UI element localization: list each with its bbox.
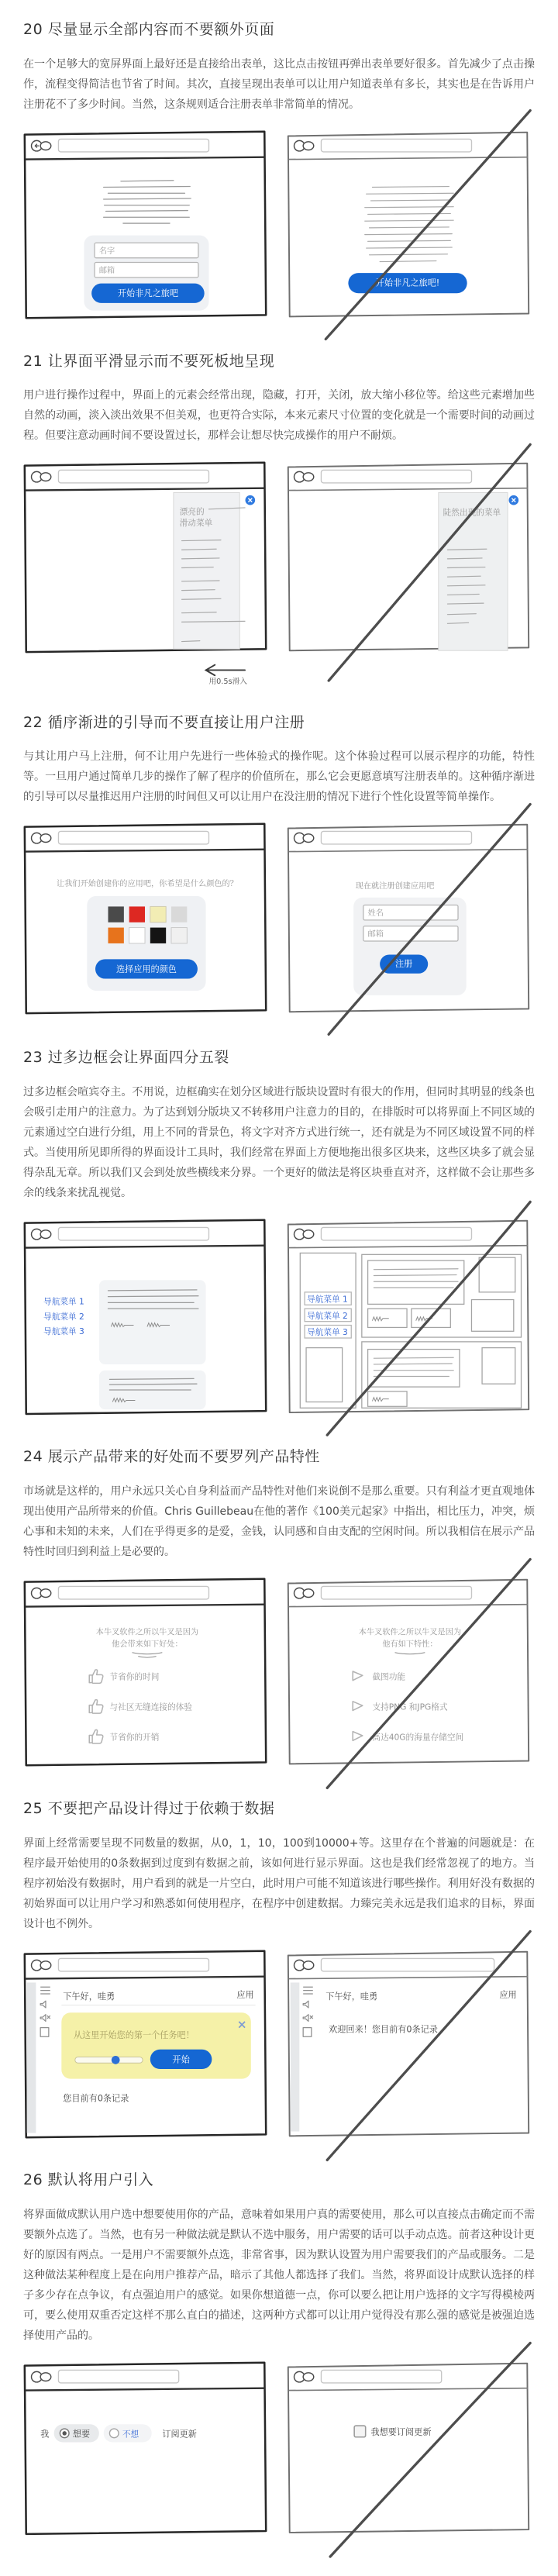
- nav-item: 导航菜单 3: [43, 1326, 84, 1336]
- address-bar: [58, 471, 208, 483]
- section-24-heading: 24 展示产品带来的好处而不要罗列产品特性: [23, 1448, 320, 1466]
- menu-title-line2: 滑动菜单: [179, 518, 213, 529]
- browser-back-icon: [294, 2371, 314, 2382]
- content-block-2: [99, 1371, 206, 1409]
- animation-note: 用0.5s滑入: [208, 678, 248, 687]
- browser-back-icon: [32, 1960, 51, 1971]
- section-24: [19, 1447, 539, 1776]
- feature-label: 支持PNG 和JPG格式: [372, 1702, 448, 1712]
- menu-title: 陡然出现的菜单: [443, 507, 501, 518]
- section-24-figure: [19, 1571, 539, 1776]
- section-24-paragraph: 市场就是这样的，用户永远只关心自身利益而产品特性对他们来说倒不是那么重要。只有利益才更直观地体现出使用产品所带来的价值。Chris Guillebeau在他的著作《100美元起家》中指出，相比压力，冲突，烦心事和未知的未来，人们在乎得更多的是爱，金钱，认同感和自由支配的空闲时间。所以我相信在展示产品特性时回归到利益上是必要的。: [23, 1485, 535, 1559]
- browser-back-icon: [32, 1229, 51, 1240]
- section-20-paragraph: 在一个足够大的宽屏界面上最好还是直接给出表单，这比点击按钮再弹出表单要好很多。首先减少了点击操作，流程变得简洁也节省了时间。其次，直接呈现出表单可以让用户知道表单有多长，其实也是在告诉用户注册花不了多少时间。当然，这条规则适合注册表单非常简单的情况。: [23, 57, 535, 111]
- arrow-left-icon: [206, 665, 245, 676]
- sketch-20-bad: [282, 124, 534, 329]
- sketch-22-bad: [282, 816, 534, 1025]
- color-picker-sketch: [87, 896, 205, 991]
- register-button-label: 注册: [395, 959, 413, 970]
- name-placeholder: 姓名: [367, 909, 384, 919]
- email-placeholder: 邮箱: [367, 930, 384, 940]
- scroll-strip: [291, 1982, 300, 2131]
- greeting: 下午好，哇勇: [326, 1991, 378, 2002]
- browser-back-icon: [32, 471, 51, 482]
- sketch-25-bad: [282, 1943, 534, 2148]
- sketch-23-bad: [282, 1212, 534, 1425]
- option-no-label: 不想: [122, 2429, 140, 2440]
- nav-item: 导航菜单 1: [43, 1296, 84, 1307]
- section-22-paragraph: 与其让用户马上注册，何不让用户先进行一些体验式的操作呢。这个体验过程可以展示程序的功能，特性等。一旦用户通过简单几步的操作了解了程序的价值所在，那么它会更愿意填写注册表单的。这种循序渐进的引导可以尽量推迟用户注册的时间但又可以让用户在没注册的情况下进行个性化设置等简单操作。: [23, 750, 535, 804]
- menu-title-line1: 漂亮的: [179, 506, 205, 517]
- sketch-23-good: [19, 1212, 271, 1425]
- benefits-title-line1: 本牛叉软件之所以牛叉是因为: [95, 1628, 199, 1637]
- section-20-figure: [19, 124, 539, 329]
- nav-item: 导航菜单 3: [307, 1326, 348, 1337]
- choice-suffix: 订阅更新: [162, 2429, 197, 2440]
- browser-back-icon: [294, 1960, 314, 1971]
- section-25: [19, 1799, 539, 2148]
- nav-menu: [43, 1296, 84, 1336]
- address-bar: [321, 1958, 494, 1971]
- tip-text: 从这里开始您的第一个任务吧！: [73, 2029, 195, 2040]
- records-text: 您目前有0条记录: [63, 2093, 129, 2104]
- onboarding-tip-sketch: [61, 2012, 250, 2078]
- browser-back-icon: [294, 1229, 314, 1240]
- section-21: [19, 352, 539, 690]
- section-22-heading: 22 循序渐进的引导而不要直接让用户注册: [23, 713, 305, 731]
- benefits-title-line2: 他会带来如下好处：: [112, 1640, 183, 1650]
- features-title-line2: 他有如下特性：: [382, 1640, 438, 1650]
- benefit-label: 节省你的开销: [109, 1732, 160, 1743]
- browser-back-icon: [32, 140, 51, 151]
- start-button-label: 开始非凡之旅吧: [117, 288, 178, 298]
- section-26-heading: 26 默认将用户引入: [23, 2171, 154, 2189]
- address-bar: [321, 832, 471, 844]
- sketch-26-bad: [282, 2355, 534, 2544]
- sketch-26-good: [19, 2355, 271, 2544]
- signup-form-sketch: [84, 235, 208, 310]
- section-26-paragraph: 将界面做成默认用户选中想要使用你的产品，意味着如果用户真的需要使用，那么可以直接点击确定而不需要额外点选了。当然，也有另一种做法就是默认不选中服务，用户需要的话可以手动点选。前者这种设计更好的原因有两点。一是用户不需要额外点选，非常省事，因为默认设置为用户需要我们的产品或服务。二是这种做法某种程度上是在向用户推荐产品，暗示了其他人都选择了我们。当然，将界面设计成默认选择的样子多少存在点争议，有点强迫用户的感觉。如果你想道德一点，你可以要么把让用户选择的文字写得模棱两可，要么使用双重否定这样不那么直白的描述，这两种方式都可以让用户觉得没有那么强的感觉是被强迫选择使用产品的。: [23, 2209, 535, 2343]
- content-block-1: [99, 1280, 206, 1364]
- address-bar: [58, 139, 208, 151]
- browser-back-icon: [294, 833, 314, 844]
- sketch-24-bad: [282, 1571, 534, 1776]
- section-26: [19, 2171, 539, 2544]
- section-25-paragraph: 界面上经常需要呈现不同数量的数据，从0，1，10，100到10000+等。这里存在个普遍的问题就是：在程序最开始使用的0条数据到过度到有数据之前，该如何进行显示界面。这也是我们经常忽视了的地方。当程序初始没有数据时，用户看到的就是一片空白，此时用户可能不知道该进行哪些操作。利用好没有数据的初始界面可以让用户学习和熟悉如何使用程序，在程序中创建数据。力臻完美永远是我们追求的目标，界面设计也不例外。: [23, 1836, 535, 1930]
- start-button-label: 开始: [172, 2054, 190, 2064]
- sudden-menu-sketch: [439, 493, 518, 651]
- section-20-heading: 20 尽量显示全部内容而不要额外页面: [23, 21, 275, 38]
- benefit-label: 节省你的时间: [109, 1671, 160, 1682]
- address-bar: [321, 471, 471, 483]
- nav-item: 导航菜单 2: [43, 1311, 84, 1322]
- sketch-21-bad: [282, 455, 534, 690]
- slide-in-annotation: [206, 665, 248, 686]
- browser-back-icon: [32, 1588, 51, 1598]
- radio-unselected-icon: [109, 2429, 119, 2438]
- welcome-message: 欢迎回来！您目前有0条记录: [329, 2024, 438, 2035]
- section-21-figure: [19, 455, 539, 690]
- color-prompt: 让我们开始创建你的应用吧，你希望是什么颜色的？: [56, 880, 238, 889]
- section-23-figure: [19, 1212, 539, 1425]
- feature-label: 高达40G的海量存储空间: [372, 1732, 464, 1743]
- address-bar: [58, 832, 208, 844]
- address-bar: [321, 1227, 471, 1240]
- address-bar: [58, 1227, 208, 1240]
- start-button-label: 开始非凡之旅吧!: [375, 278, 440, 288]
- register-prompt: 现在就注册创建应用吧: [355, 882, 435, 891]
- sketch-24-good: [19, 1571, 271, 1776]
- greeting: 下午好，哇勇: [63, 1991, 115, 2002]
- features-title-line1: 本牛叉软件之所以牛叉是因为: [358, 1628, 462, 1637]
- sketch-22-good: [19, 816, 271, 1025]
- section-23-heading: 23 过多边框会让界面四分五裂: [23, 1049, 229, 1067]
- register-form-sketch: [353, 898, 467, 995]
- section-25-heading: 25 不要把产品设计得过于依赖于数据: [23, 1799, 275, 1817]
- subscribe-checkbox-sketch: [354, 2426, 431, 2437]
- checkbox-label: 我想要订阅更新: [370, 2426, 432, 2437]
- nav-item: 导航菜单 2: [307, 1310, 348, 1321]
- checkbox-unchecked-icon: [354, 2426, 366, 2437]
- address-bar: [58, 2370, 178, 2382]
- section-23: [19, 1048, 539, 1424]
- app-link: 应用: [499, 1989, 517, 2000]
- benefit-label: 与社区无缝连接的体验: [109, 1702, 192, 1712]
- feature-label: 截图功能: [372, 1671, 406, 1682]
- slider-knob: [112, 2056, 120, 2064]
- section-22-figure: [19, 816, 539, 1025]
- address-bar: [321, 2370, 441, 2382]
- browser-back-icon: [294, 1588, 314, 1598]
- name-placeholder: 名字: [98, 247, 115, 256]
- address-bar: [58, 1958, 208, 1971]
- section-25-figure: [19, 1943, 539, 2148]
- section-26-figure: [19, 2355, 539, 2544]
- nav-item: 导航菜单 1: [307, 1294, 348, 1305]
- sketch-21-good: [19, 455, 271, 690]
- choice-prefix: 我: [40, 2429, 50, 2440]
- section-21-heading: 21 让界面平滑显示而不要死板地呈现: [23, 352, 275, 370]
- browser-back-icon: [294, 471, 314, 482]
- address-bar: [58, 1586, 208, 1598]
- address-bar: [321, 139, 471, 151]
- section-22: [19, 713, 539, 1025]
- email-placeholder: 邮箱: [98, 266, 115, 275]
- sketch-20-good: [19, 124, 271, 329]
- sketch-25-good: [19, 1943, 271, 2148]
- browser-back-icon: [32, 833, 51, 844]
- option-yes-label: 想要: [72, 2429, 91, 2440]
- section-21-paragraph: 用户进行操作过程中，界面上的元素会经常出现，隐藏，打开，关闭，放大缩小移位等。给这些元素增加些自然的动画，淡入淡出效果不但美观，也更符合实际，本来元素尺寸位置的变化就是一个需要时间的动画过程。但要注意动画时间不要设置过长，那样会让想尽快完成操作的用户不耐烦。: [23, 389, 535, 443]
- choose-color-button-label: 选择应用的颜色: [115, 964, 177, 975]
- scroll-strip: [27, 1982, 36, 2133]
- browser-back-icon: [294, 140, 314, 151]
- slider-track: [75, 2057, 143, 2063]
- section-23-paragraph: 过多边框会喧宾夺主。不用说，边框确实在划分区域进行版块设置时有很大的作用，但同时其明显的线条也会吸引走用户的注意力。为了达到划分版块又不转移用户注意力的目的，在排版时可以将界面上不同区域的元素通过空白进行分组，用上不同的背景色，将文字对齐方式进行统一，还有就是为不同区域设置不同的样式。当使用所见即所得的界面设计工具时，我们经常在界面上方便地拖出很多区块来，这些区块多了就会显得杂乱无章。所以我们又会到处放些横线来分界。一个更好的做法是将区块垂直对齐，这样做不会让那些多余的线条来扰乱视觉。: [23, 1085, 535, 1199]
- browser-back-icon: [32, 2371, 51, 2382]
- section-20: [19, 20, 539, 329]
- app-link: 应用: [236, 1989, 254, 2000]
- address-bar: [321, 1586, 471, 1598]
